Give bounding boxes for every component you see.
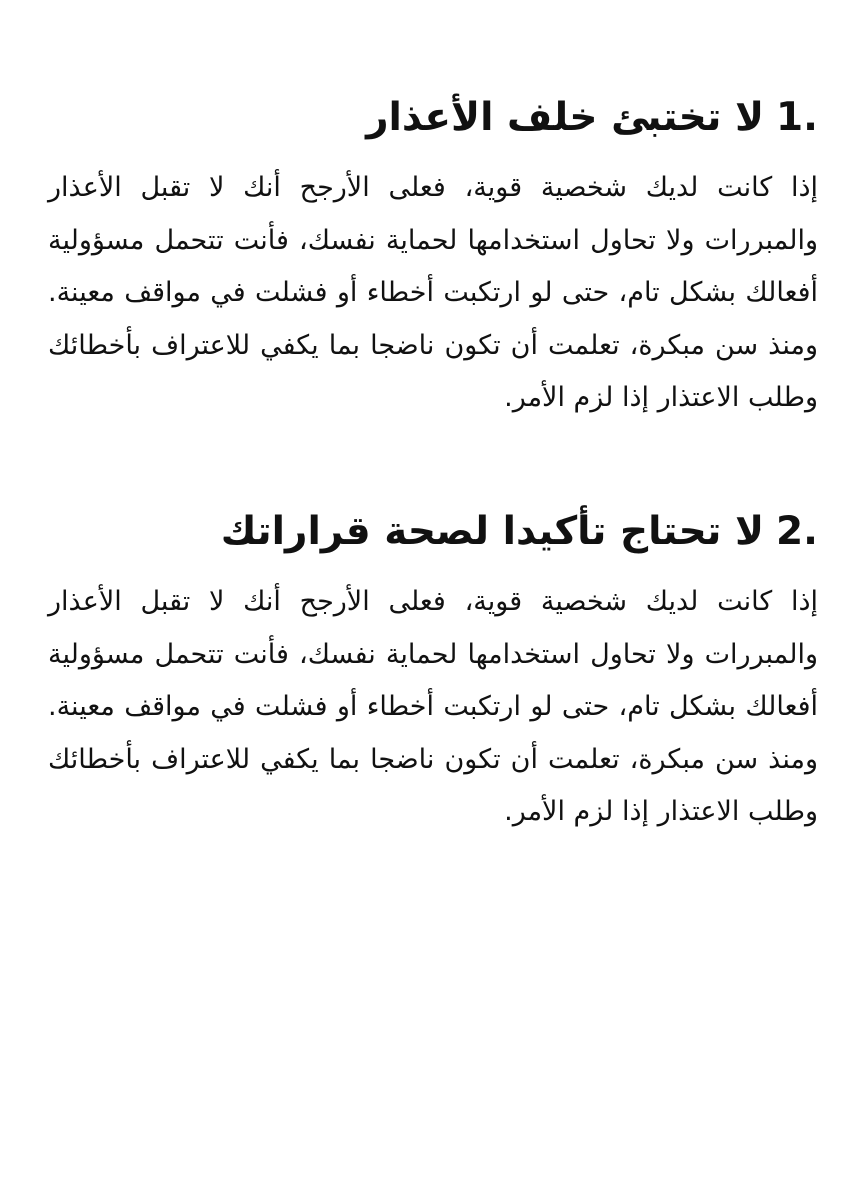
section-title: لا تحتاج تأكيدا لصحة قراراتك — [220, 509, 765, 554]
section-2 — [48, 492, 818, 839]
section-number: 2. — [776, 509, 818, 554]
section-heading — [48, 78, 818, 158]
section-title: لا تختبئ خلف الأعذار — [366, 95, 765, 140]
section-1 — [48, 78, 818, 425]
section-number: 1. — [776, 95, 818, 140]
section-paragraph: إذا كانت لديك شخصية قوية، فعلى الأرجح أنك لا تقبل الأعذار والمبررات ولا تحاول استخدامها لحماية نفسك، فأنت تتحمل مسؤولية أفعالك بشكل تام، حتى لو ارتكبت أخطاء أو فشلت في مواقف معينة. ومنذ سن مبكرة، تعلمت أن تكون ناضجا بما يكفي للاعتراف بأخطائك وطلب الاعتذار إذا لزم الأمر. — [48, 586, 818, 827]
section-paragraph: إذا كانت لديك شخصية قوية، فعلى الأرجح أنك لا تقبل الأعذار والمبررات ولا تحاول استخدامها لحماية نفسك، فأنت تتحمل مسؤولية أفعالك بشكل تام، حتى لو ارتكبت أخطاء أو فشلت في مواقف معينة. ومنذ سن مبكرة، تعلمت أن تكون ناضجا بما يكفي للاعتراف بأخطائك وطلب الاعتذار إذا لزم الأمر. — [48, 172, 818, 413]
section-heading — [48, 492, 818, 572]
